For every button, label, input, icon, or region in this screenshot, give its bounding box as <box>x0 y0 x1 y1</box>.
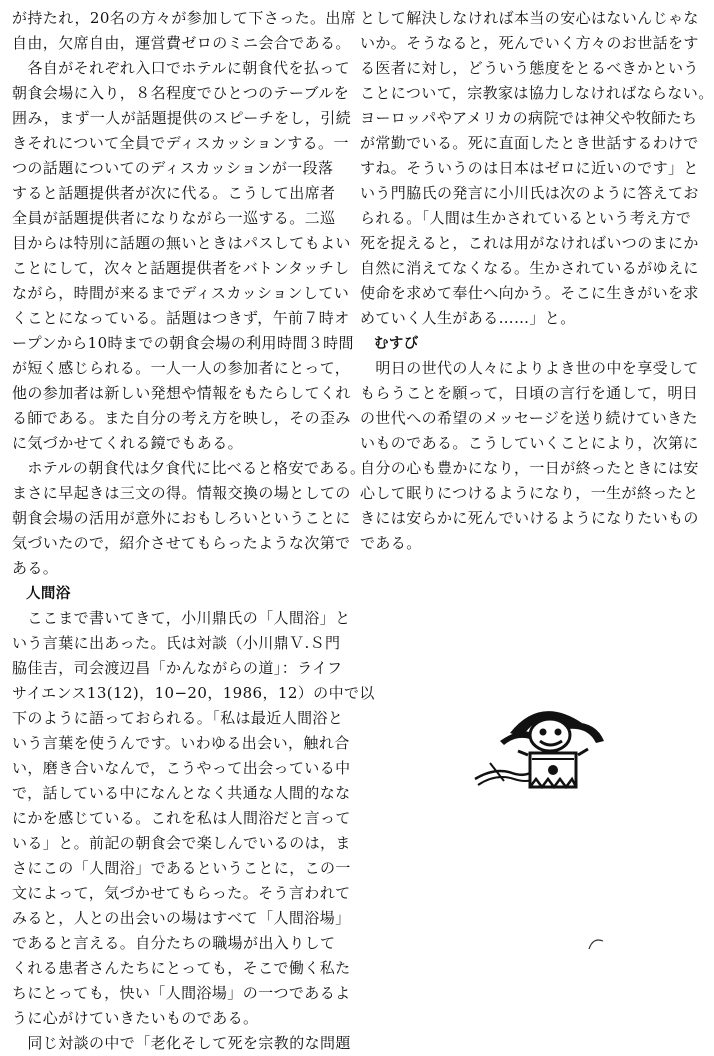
section-heading: むすび <box>374 335 419 352</box>
text-line: 各自がそれぞれ入口でホテルに朝食代を払って <box>12 59 351 77</box>
text-line: ながら，時間が来るまでディスカッションしてい <box>12 284 350 302</box>
text-line: うに心がけていきたいものである。 <box>12 1009 259 1027</box>
text-line: る師である。また自分の考え方を映し，その歪み <box>12 409 351 427</box>
text-line: ここまで書いてきて，小川鼎氏の「人間浴」と <box>12 609 351 627</box>
text-line: 囲み，まず一人が話題提供のスピーチをし，引続 <box>12 109 352 127</box>
section-heading: 人間浴 <box>26 585 71 602</box>
text-line: る医者に対し，どういう態度をとるべきかという <box>360 59 699 77</box>
text-line: もらうことを願って，日頃の言行を通して，明日 <box>360 384 699 402</box>
text-line: ちにとっても，快い「人間浴場」の一つであるよ <box>12 984 351 1002</box>
text-line: くことになっている。話題はつきず，午前７時オ <box>12 309 350 327</box>
text-line: られる。「人間は生かされているという考え方で <box>360 209 692 227</box>
text-line: めていく人生がある……」と。 <box>360 309 576 327</box>
text-line: くれる患者さんたちにとっても，そこで働く私た <box>12 959 351 977</box>
text-line: が持たれ，20名の方々が参加して下さった。出席 <box>12 9 357 27</box>
text-line: 下のように語っておられる。「私は最近人間浴と <box>12 709 344 727</box>
text-line: いう言葉を使うんです。いわゆる出会い，触れ合 <box>12 734 350 752</box>
text-line: 目からは特別に話題の無いときはパスしてもよい <box>12 234 351 252</box>
text-line: 朝食会場に入り，８名程度でひとつのテーブルを <box>12 84 350 102</box>
text-line: 文によって，気づかせてもらった。そう言われて <box>12 884 351 902</box>
text-line: であると言える。自分たちの職場が出入りして <box>12 934 336 952</box>
page-curl-mark <box>585 935 615 950</box>
text-line: にかを感じている。これを私は人間浴だと言って <box>12 809 351 827</box>
text-line: いう言葉に出あった。氏は対談（小川鼎Ｖ.Ｓ門 <box>12 634 341 652</box>
text-line: 自分の心も豊かになり，一日が終ったときには安 <box>360 459 699 477</box>
text-line: きそれについて全員でディスカッションする。一 <box>12 134 349 152</box>
text-line: 自然に消えてなくなる。生かされているがゆえに <box>360 259 699 277</box>
text-line: が短く感じられる。一人一人の参加者にとって， <box>12 359 351 377</box>
text-line: である。 <box>360 534 422 552</box>
text-line: 自由，欠席自由，運営費ゼロのミニ会合である。 <box>12 34 351 52</box>
text-line: つの話題についてのディスカッションが一段落 <box>12 159 334 177</box>
text-line: いものである。こうしていくことにより，次第に <box>360 434 699 452</box>
text-line: 同じ対談の中で「老化そして死を宗教的な問題 <box>12 1034 351 1052</box>
text-line: 明日の世代の人々によりよき世の中を享受して <box>360 359 699 377</box>
left-column <box>12 6 375 1056</box>
text-line: いう門脇氏の発言に小川氏は次のように答えてお <box>360 184 699 202</box>
text-line: ープンから10時までの朝食会場の利用時間３時間 <box>12 334 354 352</box>
text-line: みると，人との出会いの場はすべて「人間浴場」 <box>12 909 351 927</box>
text-line: まさに早起きは三文の得。情報交換の場としての <box>12 484 351 502</box>
text-line: い，磨き合いなんで，こうやって出会っている中 <box>12 759 351 777</box>
text-line: 全員が話題提供者になりながら一巡する。二巡 <box>12 209 336 227</box>
text-line: ことにして，次々と話題提供者をバトンタッチし <box>12 259 350 277</box>
text-line: が常勤でいる。死に直面したとき世話するわけで <box>360 134 699 152</box>
text-line: の世代への希望のメッセージを送り続けていきた <box>360 409 698 427</box>
text-line: ホテルの朝食代は夕食代に比べると格安である。 <box>12 459 366 477</box>
text-line: 心して眠りにつけるようになり，一生が終ったと <box>360 484 699 502</box>
text-line: 使命を求めて奉仕へ向かう。そこに生きがいを求 <box>360 284 699 302</box>
text-line: すると話題提供者が次に代る。こうして出席者 <box>12 184 336 202</box>
text-line: 他の参加者は新しい発想や情報をもたらしてくれ <box>12 384 351 402</box>
text-line: に気づかせてくれる鏡でもある。 <box>12 434 244 452</box>
kite-figure-illustration <box>470 693 610 803</box>
text-line: ヨーロッパやアメリカの病院では神父や牧師たち <box>360 109 698 127</box>
text-line: サイエンス13(12)，10−20，1986，12）の中で以 <box>12 684 375 702</box>
text-line: 脇佳吉，司会渡辺昌「かんながらの道」：ライフ <box>12 659 343 677</box>
text-line: さにこの「人間浴」であるということに，この一 <box>12 859 351 877</box>
text-line: で，話している中になんとなく共通な人間的なな <box>12 784 351 802</box>
right-column <box>360 6 714 556</box>
text-line: として解決しなければ本当の安心はないんじゃな <box>360 9 699 27</box>
text-line: きには安らかに死んでいけるようになりたいもの <box>360 509 699 527</box>
text-line: ことについて，宗教家は協力しなければならない。 <box>360 84 714 102</box>
text-line: ある。 <box>12 559 59 577</box>
text-line: いる」と。前記の朝食会で楽しんでいるのは，ま <box>12 834 351 852</box>
text-line: 気づいたので，紹介させてもらったような次第で <box>12 534 351 552</box>
text-line: いか。そうなると，死んでいく方々のお世話をす <box>360 34 699 52</box>
text-line: 死を捉えると，これは用がなければいつのまにか <box>360 234 699 252</box>
text-line: 朝食会場の活用が意外におもしろいということに <box>12 509 351 527</box>
text-line: すね。そういうのは日本はゼロに近いのです」と <box>360 159 699 177</box>
